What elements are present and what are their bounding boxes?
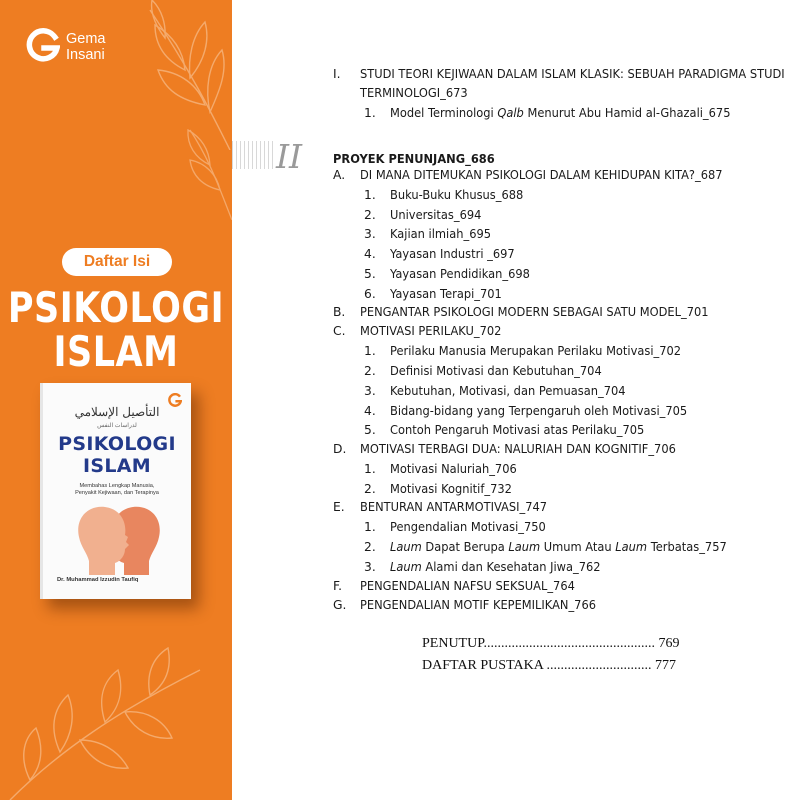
toc-item-number: 2. bbox=[364, 482, 376, 496]
chapter-marker: II bbox=[276, 137, 303, 176]
toc-item-number: 6. bbox=[364, 287, 376, 301]
toc-item-number: 5. bbox=[364, 267, 376, 281]
toc-item: Motivasi Kognitif_732 bbox=[390, 482, 512, 496]
toc-item-number: 1. bbox=[364, 344, 376, 358]
toc-item-italic: Laum bbox=[390, 540, 422, 554]
toc-item: Universitas_694 bbox=[390, 208, 482, 222]
toc-section-title-cont: TERMINOLOGI_673 bbox=[360, 86, 468, 100]
toc-item: Yayasan Industri _697 bbox=[390, 247, 515, 261]
toc-letter: B. bbox=[333, 305, 346, 319]
book-subtitle-line2: Penyakit Kejiwaan, dan Terapinya bbox=[75, 490, 159, 496]
brand-line1: Gema bbox=[66, 31, 106, 47]
toc-item: Pengendalian Motivasi_750 bbox=[390, 520, 546, 534]
toc-item-italic: Laum bbox=[615, 540, 648, 554]
toc-item-text: Model Terminologi bbox=[390, 106, 498, 120]
toc-item: Definisi Motivasi dan Kebutuhan_704 bbox=[390, 364, 602, 378]
toc-item-number: 3. bbox=[364, 384, 376, 398]
toc-item: Kajian ilmiah_695 bbox=[390, 227, 492, 241]
toc-item: Kebutuhan, Motivasi, dan Pemuasan_704 bbox=[390, 384, 626, 398]
toc-item: Buku-Buku Khusus_688 bbox=[390, 188, 524, 202]
toc-item-italic: Laum bbox=[390, 560, 422, 574]
book-arabic-title: التأصيل الإسلامي bbox=[74, 405, 160, 419]
toc-item-text: Dapat Berupa bbox=[421, 540, 509, 554]
book-author: Dr. Muhammad Izzudin Taufiq bbox=[57, 577, 139, 583]
toc-item-text: Terbatas_757 bbox=[647, 540, 727, 554]
cover-title-line1: PSIKOLOGI bbox=[7, 285, 225, 333]
toc-item-number: 2. bbox=[364, 540, 376, 554]
book-subtitle-line1: Membahas Lengkap Manusia, bbox=[79, 483, 155, 489]
toc-item-number: 2. bbox=[364, 208, 376, 222]
book-title-line2: ISLAM bbox=[83, 455, 151, 477]
toc-item: Motivasi Naluriah_706 bbox=[390, 462, 517, 476]
toc-heading: PENGANTAR PSIKOLOGI MODERN SEBAGAI SATU MODEL_701 bbox=[360, 305, 709, 319]
toc-item-italic: Laum bbox=[508, 540, 541, 554]
cover-title-line2: ISLAM bbox=[53, 329, 179, 377]
toc-item-number: 1. bbox=[364, 520, 376, 534]
toc-item-number: 3. bbox=[364, 560, 376, 574]
toc-letter: D. bbox=[333, 442, 347, 456]
toc-heading: MOTIVASI PERILAKU_702 bbox=[360, 324, 502, 338]
toc-item bbox=[390, 560, 601, 574]
book-arabic-subtitle: لدراسات النفس bbox=[97, 423, 137, 429]
toc-item-text: Umum Atau bbox=[540, 540, 616, 554]
toc-item-number: 4. bbox=[364, 404, 376, 418]
toc-letter: A. bbox=[333, 168, 346, 182]
toc-heading: BENTURAN ANTARMOTIVASI_747 bbox=[360, 500, 548, 514]
toc-item-number: 1. bbox=[364, 462, 376, 476]
toc-heading: MOTIVASI TERBAGI DUA: NALURIAH DAN KOGNITIF_706 bbox=[360, 442, 676, 456]
toc-item-number: 3. bbox=[364, 227, 376, 241]
toc-item-number: 4. bbox=[364, 247, 376, 261]
brand-line2: Insani bbox=[66, 47, 105, 63]
toc-penutup: PENUTUP................................................. 769 bbox=[422, 636, 680, 651]
toc-item-italic: Qalb bbox=[497, 106, 524, 120]
toc-item: Yayasan Pendidikan_698 bbox=[390, 267, 530, 281]
toc-heading: PENGENDALIAN NAFSU SEKSUAL_764 bbox=[360, 579, 575, 593]
toc-section-number: I. bbox=[333, 67, 341, 81]
toc-item: Contoh Pengaruh Motivasi atas Perilaku_705 bbox=[390, 423, 645, 437]
toc-item-number: 2. bbox=[364, 364, 376, 378]
daftar-isi-badge: Daftar Isi bbox=[62, 248, 172, 276]
toc-item: Bidang-bidang yang Terpengaruh oleh Motivasi_705 bbox=[390, 404, 688, 418]
toc-item bbox=[390, 106, 730, 120]
toc-item-number: 1. bbox=[364, 188, 376, 202]
toc-item-number: 5. bbox=[364, 423, 376, 437]
toc-item-text: Menurut Abu Hamid al-Ghazali_675 bbox=[523, 106, 731, 120]
toc-heading: DI MANA DITEMUKAN PSIKOLOGI DALAM KEHIDUPAN KITA?_687 bbox=[360, 168, 723, 182]
toc-item-number: 1. bbox=[364, 106, 376, 120]
toc-section-title: STUDI TEORI KEJIWAAN DALAM ISLAM KLASIK: SEBUAH PARADIGMA STUDI bbox=[360, 67, 785, 81]
toc-daftar-pustaka: DAFTAR PUSTAKA .............................. 777 bbox=[422, 658, 677, 673]
toc-item: Perilaku Manusia Merupakan Perilaku Motivasi_702 bbox=[390, 344, 682, 358]
book-title-line1: PSIKOLOGI bbox=[58, 433, 176, 455]
toc-letter: E. bbox=[333, 500, 345, 514]
toc-item-text: Alami dan Kesehatan Jiwa_762 bbox=[421, 560, 601, 574]
toc-item bbox=[390, 540, 727, 554]
toc-heading: PENGENDALIAN MOTIF KEPEMILIKAN_766 bbox=[360, 598, 597, 612]
toc-letter: G. bbox=[333, 598, 347, 612]
toc-letter: C. bbox=[333, 324, 346, 338]
toc-letter: F. bbox=[333, 579, 343, 593]
toc-item: Yayasan Terapi_701 bbox=[390, 287, 502, 301]
toc-chapter-heading: PROYEK PENUNJANG_686 bbox=[333, 152, 495, 166]
